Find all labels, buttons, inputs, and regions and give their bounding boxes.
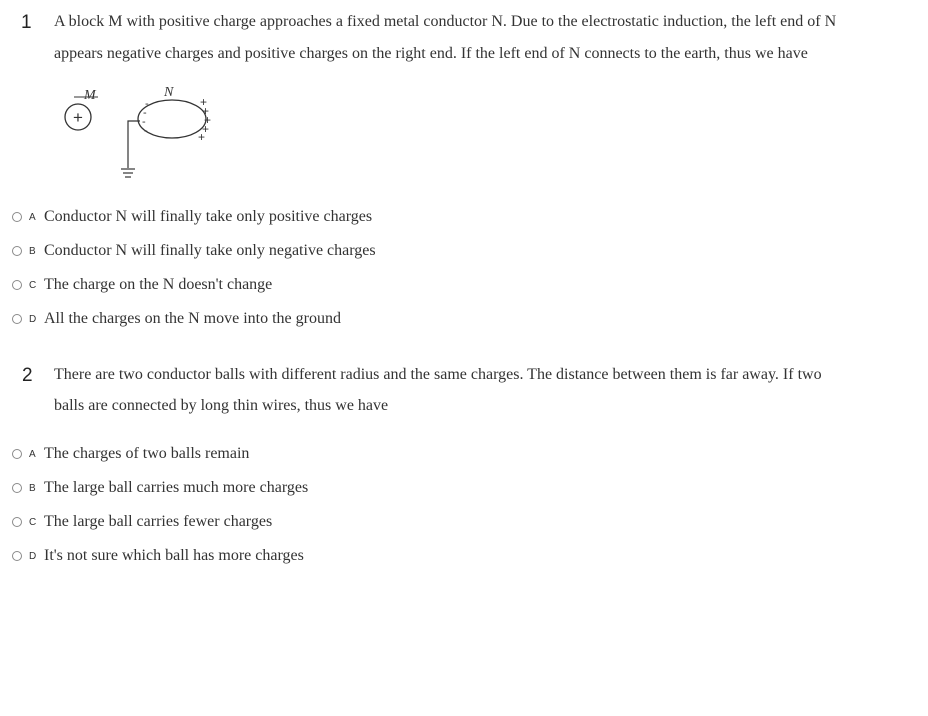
plus-sign: + (202, 104, 210, 118)
ground-icon (121, 169, 135, 177)
option-letter: A (29, 448, 36, 460)
radio-button[interactable] (12, 314, 22, 324)
minus-sign: - (145, 98, 149, 110)
q2-option-b[interactable] (12, 478, 308, 498)
q2-option-c[interactable] (12, 512, 272, 532)
q1-option-b[interactable] (12, 241, 376, 261)
option-letter: B (29, 245, 36, 257)
option-text: All the charges on the N move into the ground (44, 310, 341, 327)
question-2-number: 2 (22, 365, 33, 386)
plus-sign: + (200, 95, 208, 109)
q1-option-a[interactable] (12, 207, 372, 227)
induction-figure (54, 82, 244, 186)
option-text: Conductor N will finally take only positive charges (44, 208, 373, 225)
label-n: N (164, 85, 174, 100)
option-letter: A (29, 211, 36, 223)
radio-button[interactable] (12, 280, 22, 290)
question-1-text-line-1: A block M with positive charge approaches a fixed metal conductor N. Due to the electrostatic induction, the left end of N (54, 13, 837, 30)
ground-wire (128, 121, 140, 168)
option-letter: C (29, 516, 37, 528)
option-text: Conductor N will finally take only negative charges (44, 242, 376, 259)
label-m: M (84, 88, 96, 103)
option-letter: D (29, 313, 37, 325)
option-text: The charges of two balls remain (44, 445, 250, 462)
question-1-number: 1 (21, 12, 32, 33)
question-2-text-line-1: There are two conductor balls with different radius and the same charges. The distance between them is far away. If two (54, 366, 822, 383)
option-text: The large ball carries fewer charges (44, 513, 273, 530)
radio-button[interactable] (12, 517, 22, 527)
plus-sign: + (202, 122, 210, 136)
minus-sign: - (144, 125, 148, 137)
option-letter: D (29, 550, 37, 562)
radio-button[interactable] (12, 449, 22, 459)
plus-sign: + (198, 130, 206, 144)
option-letter: C (29, 279, 37, 291)
plus-sign: + (204, 113, 212, 127)
minus-sign: - (143, 107, 147, 119)
radio-button[interactable] (12, 551, 22, 561)
q2-option-a[interactable] (12, 444, 249, 464)
q1-option-c[interactable] (12, 275, 272, 295)
q1-option-d[interactable] (12, 309, 341, 329)
radio-button[interactable] (12, 212, 22, 222)
option-text: The large ball carries much more charges (44, 479, 309, 496)
question-1-text-line-2: appears negative charges and positive charges on the right end. If the left end of N connects to the earth, thus we have (54, 45, 808, 62)
option-text: It's not sure which ball has more charges (44, 547, 304, 564)
q2-option-d[interactable] (12, 546, 304, 566)
option-letter: B (29, 482, 36, 494)
m-plus-sign: + (73, 108, 83, 127)
question-2-text-line-2: balls are connected by long thin wires, thus we have (54, 397, 389, 414)
radio-button[interactable] (12, 483, 22, 493)
option-text: The charge on the N doesn't change (44, 276, 273, 293)
minus-sign: - (142, 116, 146, 128)
radio-button[interactable] (12, 246, 22, 256)
